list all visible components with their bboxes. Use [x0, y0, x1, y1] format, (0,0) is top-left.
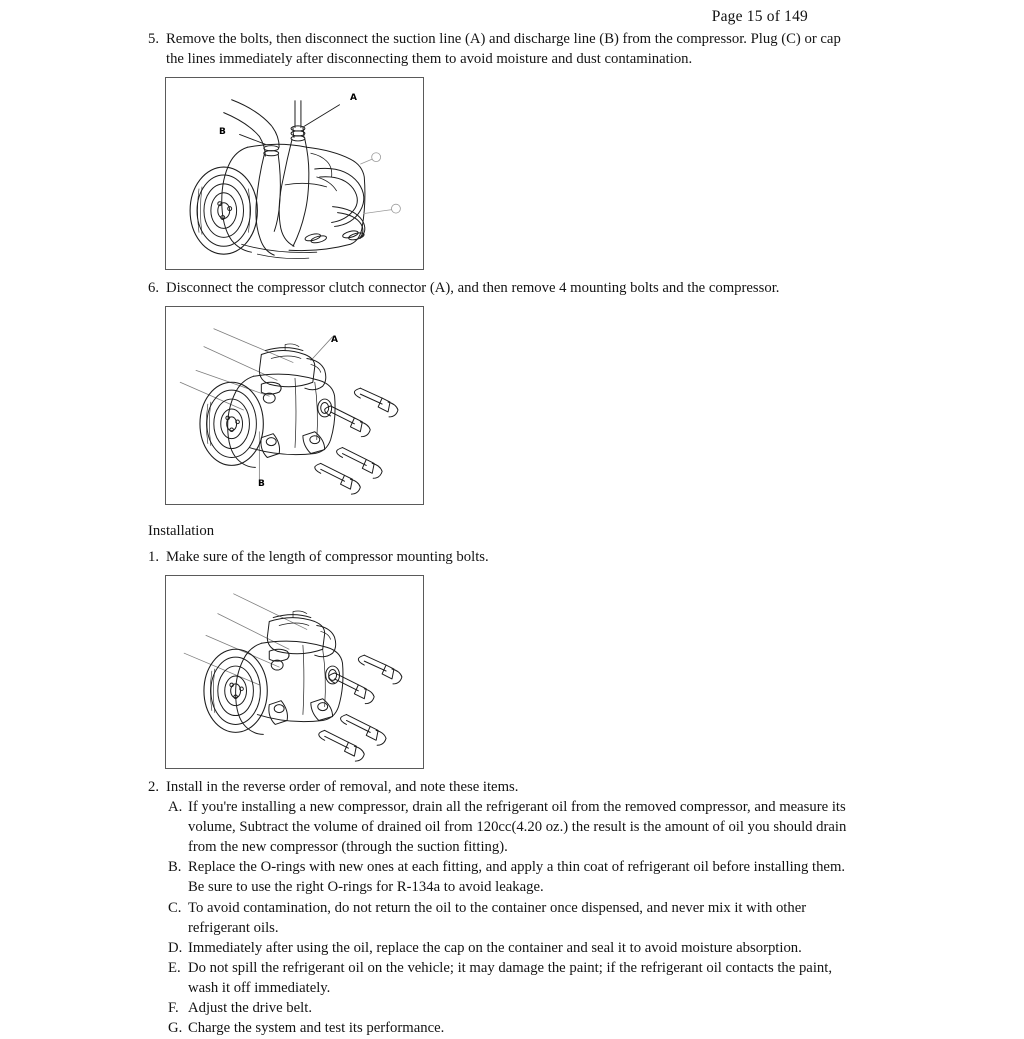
substep-a: [148, 797, 848, 857]
substep-d: [148, 938, 848, 958]
spacer: [148, 505, 848, 521]
step-5: [148, 29, 848, 69]
figure-1-label-a: A: [350, 93, 358, 104]
install-step-2-text: Install in the reverse order of removal, and note these items.: [166, 778, 519, 795]
page-number-header: Page 15 of 149: [711, 8, 808, 25]
substep-b-marker: B.: [168, 859, 182, 876]
substep-g: [148, 1018, 848, 1038]
figure-compressor-mounting-bolts: [165, 306, 424, 505]
figure-2-label-b: B: [258, 479, 266, 490]
step-6-text: Disconnect the compressor clutch connector (A), and then remove 4 mounting bolts and the compressor.: [166, 280, 780, 297]
spacer: [148, 270, 848, 278]
substep-a-marker: A.: [168, 798, 183, 815]
figure-1-label-b: B: [219, 127, 227, 138]
install-step-1: [148, 547, 848, 567]
figure-2-illustration: [166, 307, 423, 504]
substep-f: [148, 998, 848, 1018]
spacer: [148, 69, 848, 77]
step-5-text: Remove the bolts, then disconnect the suction line (A) and discharge line (B) from the compressor. Plug (C) or cap the lines immediately after disconnecting them to avoid moisture and dust contamination.: [166, 31, 841, 68]
substep-b-text: Replace the O-rings with new ones at each fitting, and apply a thin coat of refrigerant oil before installing them. Be sure to use the right O-rings for R-134a to avoid leakage.: [188, 859, 846, 896]
figure-3-illustration: [166, 576, 423, 768]
substep-d-text: Immediately after using the oil, replace the cap on the container and seal it to avoid moisture absorption.: [188, 939, 802, 956]
step-5-marker: 5.: [148, 31, 160, 47]
install-step-2-marker: 2.: [148, 778, 160, 795]
substep-f-marker: F.: [168, 1000, 179, 1017]
substep-c: [148, 898, 848, 938]
install-step-1-text: Make sure of the length of compressor mounting bolts.: [166, 548, 489, 565]
document-body: [148, 29, 848, 1039]
spacer: [148, 769, 848, 777]
install-step-1-marker: 1.: [148, 548, 160, 565]
substep-g-text: Charge the system and test its performance.: [188, 1020, 445, 1037]
substep-g-marker: G.: [168, 1020, 183, 1037]
substep-e-text: Do not spill the refrigerant oil on the vehicle; it may damage the paint; if the refrigerant oil contacts the paint, wash it off immediately.: [188, 959, 832, 997]
substep-c-text: To avoid contamination, do not return the oil to the container once dispensed, and never mix it with other refrigerant oils.: [188, 899, 807, 936]
figure-suction-discharge-lines: [165, 77, 424, 270]
substep-e: [148, 958, 848, 998]
substep-e-marker: E.: [168, 959, 181, 976]
figure-1-illustration: [166, 78, 423, 269]
spacer: [148, 298, 848, 306]
step-6-marker: 6.: [148, 280, 160, 297]
install-step-2: [148, 777, 848, 797]
substep-f-text: Adjust the drive belt.: [188, 1000, 313, 1017]
figure-2-label-a: A: [331, 335, 339, 346]
substep-d-marker: D.: [168, 939, 183, 956]
substep-b: [148, 857, 848, 897]
substep-a-text: If you're installing a new compressor, drain all the refrigerant oil from the removed compressor, and measure its volume, Subtract the volume of drained oil from 120cc(4.20 oz.) the result is the amount of oil you should drain from the new compressor (through the suction fitting).: [188, 798, 847, 856]
figure-bolt-lengths: [165, 575, 424, 769]
step-6: [148, 278, 848, 298]
installation-heading: Installation: [148, 523, 215, 540]
substep-c-marker: C.: [168, 899, 182, 916]
spacer: [148, 567, 848, 575]
